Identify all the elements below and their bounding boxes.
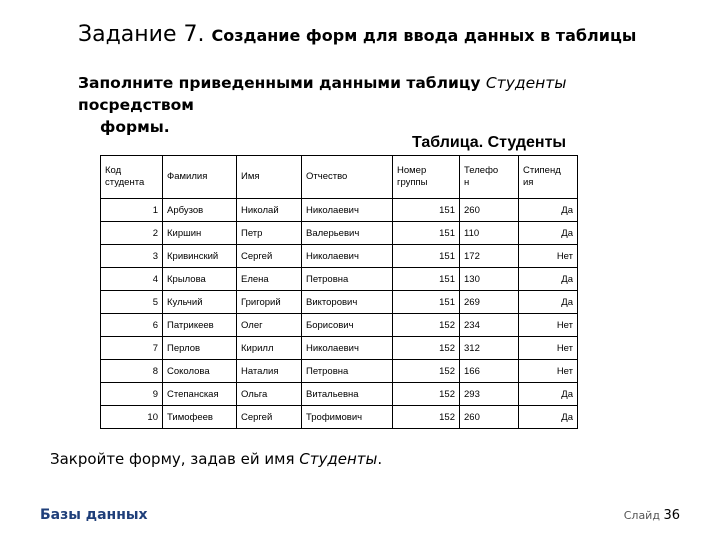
table-cell: 151: [393, 222, 460, 245]
table-cell: Нет: [519, 245, 578, 268]
table-cell: 234: [460, 314, 519, 337]
table-cell: Нет: [519, 337, 578, 360]
table-cell: Патрикеев: [163, 314, 237, 337]
table-cell: 152: [393, 406, 460, 429]
table-cell: Да: [519, 268, 578, 291]
table-cell: 8: [101, 360, 163, 383]
header-cell: Телефо н: [460, 156, 519, 199]
table-cell: 260: [460, 199, 519, 222]
table-cell: Ольга: [237, 383, 302, 406]
table-cell: Тимофеев: [163, 406, 237, 429]
slide-number: [624, 508, 680, 523]
table-cell: Да: [519, 222, 578, 245]
header-cell: Стипенд ия: [519, 156, 578, 199]
closing-form-name: Студенты: [299, 450, 378, 468]
table-cell: Арбузов: [163, 199, 237, 222]
table-cell: Елена: [237, 268, 302, 291]
closing-instruction: [50, 450, 382, 468]
table-cell: 312: [460, 337, 519, 360]
table-cell: Николаевич: [302, 245, 393, 268]
table-cell: 2: [101, 222, 163, 245]
instruction-part1: Заполните приведенными данными таблицу: [78, 74, 486, 92]
table-cell: 5: [101, 291, 163, 314]
table-cell: Да: [519, 199, 578, 222]
table-cell: Сергей: [237, 406, 302, 429]
table-row: [101, 199, 578, 222]
table-caption: Таблица. Студенты: [412, 134, 567, 151]
table-cell: Да: [519, 291, 578, 314]
table-cell: 172: [460, 245, 519, 268]
table-cell: 152: [393, 383, 460, 406]
table-header-row: [101, 156, 578, 199]
table-cell: Николаевич: [302, 199, 393, 222]
table-cell: Петр: [237, 222, 302, 245]
table-cell: 152: [393, 337, 460, 360]
table-cell: Николай: [237, 199, 302, 222]
slide-title: [78, 22, 636, 47]
table-cell: Петровна: [302, 360, 393, 383]
table-cell: 151: [393, 245, 460, 268]
table-row: [101, 268, 578, 291]
table-cell: Трофимович: [302, 406, 393, 429]
slide-number-value: 36: [663, 508, 680, 523]
table-cell: Кирилл: [237, 337, 302, 360]
table-cell: Киршин: [163, 222, 237, 245]
table-cell: 152: [393, 360, 460, 383]
table-cell: Григорий: [237, 291, 302, 314]
table-cell: 151: [393, 268, 460, 291]
table-cell: Наталия: [237, 360, 302, 383]
table-cell: 1: [101, 199, 163, 222]
table-cell: Нет: [519, 360, 578, 383]
table-cell: Борисович: [302, 314, 393, 337]
instruction-part2: посредством: [78, 96, 194, 114]
table-cell: 9: [101, 383, 163, 406]
table-cell: 7: [101, 337, 163, 360]
table-cell: Соколова: [163, 360, 237, 383]
table-cell: Да: [519, 383, 578, 406]
table-row: [101, 291, 578, 314]
title-main: Задание 7.: [78, 22, 205, 47]
instruction-text: [78, 72, 678, 138]
header-cell: Код студента: [101, 156, 163, 199]
table-cell: Степанская: [163, 383, 237, 406]
closing-part2: .: [377, 450, 383, 468]
table-cell: Викторович: [302, 291, 393, 314]
table-cell: 3: [101, 245, 163, 268]
table-cell: 260: [460, 406, 519, 429]
table-cell: Сергей: [237, 245, 302, 268]
table-cell: Кривинский: [163, 245, 237, 268]
table-cell: Да: [519, 406, 578, 429]
footer-course-title: Базы данных: [40, 507, 148, 523]
table-cell: Крылова: [163, 268, 237, 291]
header-cell: Номер группы: [393, 156, 460, 199]
table-cell: 110: [460, 222, 519, 245]
table-cell: 10: [101, 406, 163, 429]
table-cell: Перлов: [163, 337, 237, 360]
table-cell: Николаевич: [302, 337, 393, 360]
table-cell: 151: [393, 199, 460, 222]
table-cell: 130: [460, 268, 519, 291]
table-row: [101, 360, 578, 383]
instruction-line2: формы.: [100, 118, 170, 136]
table-row: [101, 337, 578, 360]
table-cell: Нет: [519, 314, 578, 337]
table-row: [101, 222, 578, 245]
table-cell: Валерьевич: [302, 222, 393, 245]
table-row: [101, 383, 578, 406]
header-cell: Отчество: [302, 156, 393, 199]
instruction-table-name: Студенты: [485, 74, 567, 92]
title-subtitle: Создание форм для ввода данных в таблицы: [211, 26, 637, 45]
table-cell: 293: [460, 383, 519, 406]
table-cell: 269: [460, 291, 519, 314]
table-cell: 6: [101, 314, 163, 337]
table-cell: Олег: [237, 314, 302, 337]
table-cell: Кульчий: [163, 291, 237, 314]
students-table: [100, 155, 578, 429]
header-cell: Имя: [237, 156, 302, 199]
table-row: [101, 245, 578, 268]
table-cell: Витальевна: [302, 383, 393, 406]
closing-part1: Закройте форму, задав ей имя: [50, 450, 300, 468]
slide-label: Слайд: [623, 509, 660, 522]
table-row: [101, 314, 578, 337]
table-row: [101, 406, 578, 429]
table-cell: Петровна: [302, 268, 393, 291]
table-cell: 166: [460, 360, 519, 383]
table-cell: 152: [393, 314, 460, 337]
table-cell: 4: [101, 268, 163, 291]
header-cell: Фамилия: [163, 156, 237, 199]
table-cell: 151: [393, 291, 460, 314]
